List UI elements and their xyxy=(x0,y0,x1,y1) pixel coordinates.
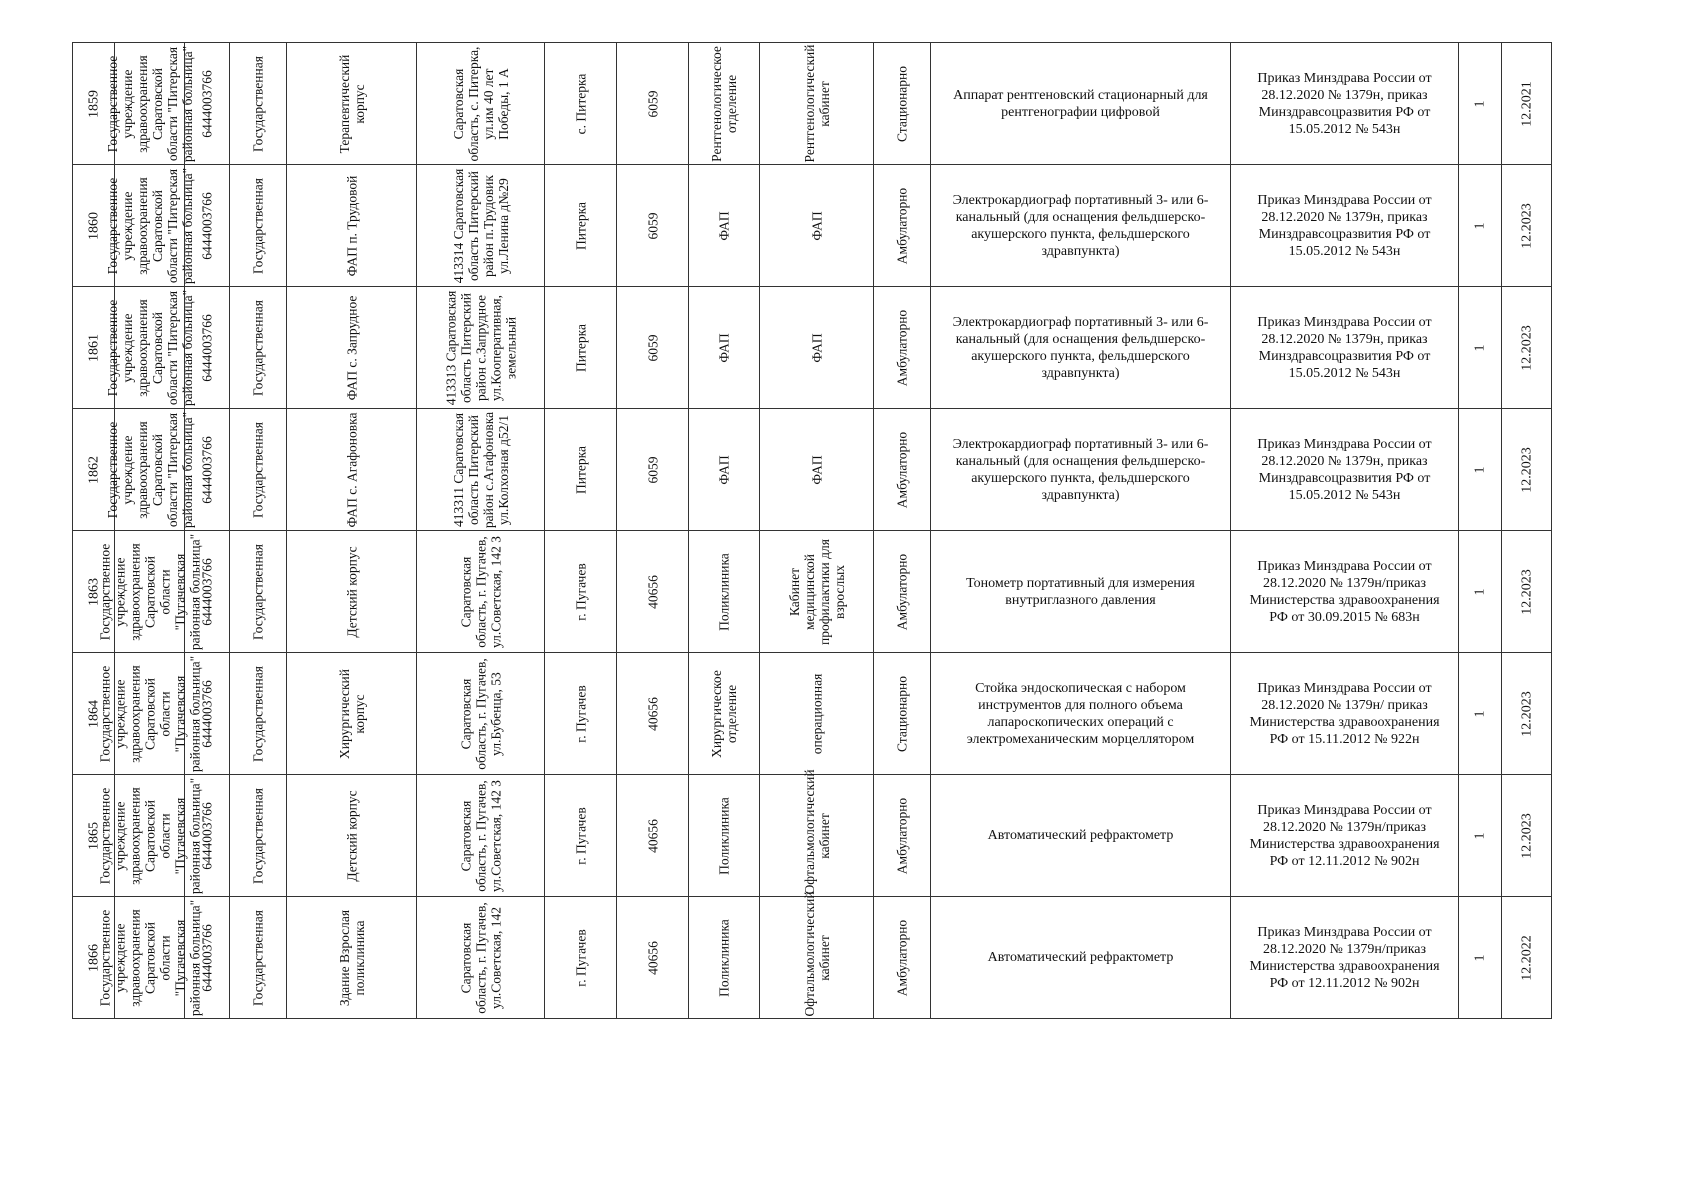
cell-locality: Питерка xyxy=(545,287,617,409)
cell-date: 12.2023 xyxy=(1502,409,1552,531)
cell-date: 12.2023 xyxy=(1502,653,1552,775)
cell-code: 6059 xyxy=(617,287,689,409)
cell-quantity: 1 xyxy=(1459,653,1502,775)
cell-locality: Питерка xyxy=(545,409,617,531)
cell-number: 1861 xyxy=(73,287,115,409)
cell-department: ФАП xyxy=(689,409,760,531)
cell-building: Детский корпус xyxy=(287,775,417,897)
cell-locality: г. Пугачев xyxy=(545,653,617,775)
cell-locality: Питерка xyxy=(545,165,617,287)
cell-inn: 6444003766 xyxy=(185,897,230,1019)
cell-ownership-form: Государственная xyxy=(230,531,287,653)
table-row xyxy=(73,287,1552,409)
cell-ownership-form: Государственная xyxy=(230,897,287,1019)
cell-equipment: Аппарат рентгеновский стационарный для рентгенографии цифровой xyxy=(931,43,1231,165)
table-row xyxy=(73,775,1552,897)
cell-inn: 6444003766 xyxy=(185,409,230,531)
cell-building: Хирургический корпус xyxy=(287,653,417,775)
table-row xyxy=(73,165,1552,287)
cell-inn: 6444003766 xyxy=(185,287,230,409)
cell-building: ФАП п. Трудовой xyxy=(287,165,417,287)
cell-number: 1862 xyxy=(73,409,115,531)
cell-care-type: Амбулаторно xyxy=(874,287,931,409)
table-row xyxy=(73,531,1552,653)
cell-inn: 6444003766 xyxy=(185,165,230,287)
cell-quantity: 1 xyxy=(1459,165,1502,287)
cell-order: Приказ Минздрава России от 28.12.2020 № 1379н, приказ Минздравсоцразвития РФ от 15.05.2012 № 543н xyxy=(1231,287,1459,409)
cell-cabinet: Офтальмологический кабинет xyxy=(760,897,874,1019)
cell-number: 1864 xyxy=(73,653,115,775)
table-row xyxy=(73,653,1552,775)
cell-equipment: Электрокардиограф портативный 3- или 6-канальный (для оснащения фельдшерско-акушерского пункта, фельдшерского здравпункта) xyxy=(931,287,1231,409)
cell-equipment: Стойка эндоскопическая с набором инструментов для полного объема лапароскопических операций с электромеханическим морцеллятором xyxy=(931,653,1231,775)
cell-care-type: Амбулаторно xyxy=(874,409,931,531)
equipment-table xyxy=(72,42,1552,1019)
cell-code: 40656 xyxy=(617,897,689,1019)
cell-date: 12.2023 xyxy=(1502,287,1552,409)
cell-building: ФАП с. Агафоновка xyxy=(287,409,417,531)
cell-care-type: Стационарно xyxy=(874,43,931,165)
cell-date: 12.2022 xyxy=(1502,897,1552,1019)
cell-number: 1859 xyxy=(73,43,115,165)
cell-department: Хирургическое отделение xyxy=(689,653,760,775)
cell-cabinet: Рентгенологический кабинет xyxy=(760,43,874,165)
cell-code: 40656 xyxy=(617,653,689,775)
cell-inn: 6444003766 xyxy=(185,775,230,897)
cell-equipment: Электрокардиограф портативный 3- или 6-канальный (для оснащения фельдшерско-акушерского пункта, фельдшерского здравпункта) xyxy=(931,165,1231,287)
cell-address: 413313 Саратовская область Питерский район с.Запрудное ул.Кооперативная, земельный xyxy=(417,287,545,409)
cell-ownership-form: Государственная xyxy=(230,653,287,775)
cell-locality: г. Пугачев xyxy=(545,775,617,897)
cell-quantity: 1 xyxy=(1459,531,1502,653)
cell-department: Рентгенологическое отделение xyxy=(689,43,760,165)
cell-care-type: Амбулаторно xyxy=(874,775,931,897)
cell-ownership-form: Государственная xyxy=(230,775,287,897)
cell-code: 6059 xyxy=(617,409,689,531)
cell-equipment: Тонометр портативный для измерения внутриглазного давления xyxy=(931,531,1231,653)
cell-address: Саратовская область, г. Пугачев, ул.Бубенца, 53 xyxy=(417,653,545,775)
cell-organization: Государственное учреждение здравоохранения Саратовской области "Пугачевская районная больница" xyxy=(115,653,185,775)
cell-code: 40656 xyxy=(617,775,689,897)
cell-building: Здание Взрослая поликлиника xyxy=(287,897,417,1019)
cell-building: Терапевтический корпус xyxy=(287,43,417,165)
cell-order: Приказ Минздрава России от 28.12.2020 № 1379н/приказ Министерства здравоохранения РФ от 12.11.2012 № 902н xyxy=(1231,897,1459,1019)
cell-order: Приказ Минздрава России от 28.12.2020 № 1379н, приказ Минздравсоцразвития РФ от 15.05.2012 № 543н xyxy=(1231,409,1459,531)
cell-organization: Государственное учреждение здравоохранения Саратовской области "Пугачевская районная больница" xyxy=(115,775,185,897)
cell-quantity: 1 xyxy=(1459,409,1502,531)
cell-order: Приказ Минздрава России от 28.12.2020 № 1379н, приказ Минздравсоцразвития РФ от 15.05.2012 № 543н xyxy=(1231,165,1459,287)
cell-cabinet: ФАП xyxy=(760,287,874,409)
cell-ownership-form: Государственная xyxy=(230,287,287,409)
cell-equipment: Автоматический рефрактометр xyxy=(931,897,1231,1019)
cell-equipment: Автоматический рефрактометр xyxy=(931,775,1231,897)
cell-number: 1860 xyxy=(73,165,115,287)
cell-department: ФАП xyxy=(689,165,760,287)
cell-date: 12.2023 xyxy=(1502,775,1552,897)
cell-date: 12.2021 xyxy=(1502,43,1552,165)
cell-inn: 6444003766 xyxy=(185,653,230,775)
table-row xyxy=(73,43,1552,165)
cell-organization: Государственное учреждение здравоохранения Саратовской области "Пугачевская районная больница" xyxy=(115,897,185,1019)
cell-equipment: Электрокардиограф портативный 3- или 6-канальный (для оснащения фельдшерско-акушерского пункта, фельдшерского здравпункта) xyxy=(931,409,1231,531)
cell-number: 1866 xyxy=(73,897,115,1019)
cell-quantity: 1 xyxy=(1459,775,1502,897)
table-row xyxy=(73,409,1552,531)
cell-ownership-form: Государственная xyxy=(230,43,287,165)
cell-address: Саратовская область, с. Питерка, ул.им 40 лет Победы, 1 А xyxy=(417,43,545,165)
cell-locality: г. Пугачев xyxy=(545,531,617,653)
cell-date: 12.2023 xyxy=(1502,531,1552,653)
cell-locality: с. Питерка xyxy=(545,43,617,165)
cell-department: Поликлиника xyxy=(689,775,760,897)
table-row xyxy=(73,897,1552,1019)
cell-organization: Государственное учреждение здравоохранения Саратовской области "Питерская районная больница" xyxy=(115,409,185,531)
cell-number: 1865 xyxy=(73,775,115,897)
cell-organization: Государственное учреждение здравоохранения Саратовской области "Питерская районная больница" xyxy=(115,43,185,165)
cell-address: 413314 Саратовская область Питерский район п.Трудовик ул.Ленина д№29 xyxy=(417,165,545,287)
cell-ownership-form: Государственная xyxy=(230,409,287,531)
cell-order: Приказ Минздрава России от 28.12.2020 № 1379н, приказ Минздравсоцразвития РФ от 15.05.2012 № 543н xyxy=(1231,43,1459,165)
cell-code: 40656 xyxy=(617,531,689,653)
cell-inn: 6444003766 xyxy=(185,531,230,653)
cell-cabinet: ФАП xyxy=(760,165,874,287)
cell-order: Приказ Минздрава России от 28.12.2020 № 1379н/приказ Министерства здравоохранения РФ от 30.09.2015 № 683н xyxy=(1231,531,1459,653)
cell-inn: 6444003766 xyxy=(185,43,230,165)
cell-cabinet: ФАП xyxy=(760,409,874,531)
cell-number: 1863 xyxy=(73,531,115,653)
cell-care-type: Амбулаторно xyxy=(874,531,931,653)
cell-cabinet: Кабинет медицинской профилактики для взрослых xyxy=(760,531,874,653)
cell-organization: Государственное учреждение здравоохранения Саратовской области "Питерская районная больница" xyxy=(115,287,185,409)
cell-care-type: Амбулаторно xyxy=(874,897,931,1019)
cell-order: Приказ Минздрава России от 28.12.2020 № 1379н/ приказ Министерства здравоохранения РФ от 15.11.2012 № 922н xyxy=(1231,653,1459,775)
cell-ownership-form: Государственная xyxy=(230,165,287,287)
cell-quantity: 1 xyxy=(1459,897,1502,1019)
cell-department: Поликлиника xyxy=(689,531,760,653)
cell-code: 6059 xyxy=(617,43,689,165)
cell-cabinet: операционная xyxy=(760,653,874,775)
cell-care-type: Амбулаторно xyxy=(874,165,931,287)
cell-locality: г. Пугачев xyxy=(545,897,617,1019)
cell-order: Приказ Минздрава России от 28.12.2020 № 1379н/приказ Министерства здравоохранения РФ от 12.11.2012 № 902н xyxy=(1231,775,1459,897)
cell-code: 6059 xyxy=(617,165,689,287)
cell-address: Саратовская область, г. Пугачев, ул.Советская, 142 xyxy=(417,897,545,1019)
cell-building: Детский корпус xyxy=(287,531,417,653)
cell-quantity: 1 xyxy=(1459,287,1502,409)
cell-address: 413311 Саратовская область Питерский район с.Агафоновка ул.Колхозная д52/1 xyxy=(417,409,545,531)
cell-building: ФАП с. Запрудное xyxy=(287,287,417,409)
cell-organization: Государственное учреждение здравоохранения Саратовской области "Пугачевская районная больница" xyxy=(115,531,185,653)
cell-address: Саратовская область, г. Пугачев, ул.Советская, 142 З xyxy=(417,775,545,897)
cell-cabinet: Офтальмологический кабинет xyxy=(760,775,874,897)
cell-department: ФАП xyxy=(689,287,760,409)
cell-address: Саратовская область, г. Пугачев, ул.Советская, 142 З xyxy=(417,531,545,653)
cell-quantity: 1 xyxy=(1459,43,1502,165)
cell-department: Поликлиника xyxy=(689,897,760,1019)
cell-care-type: Стационарно xyxy=(874,653,931,775)
cell-date: 12.2023 xyxy=(1502,165,1552,287)
cell-organization: Государственное учреждение здравоохранения Саратовской области "Питерская районная больница" xyxy=(115,165,185,287)
